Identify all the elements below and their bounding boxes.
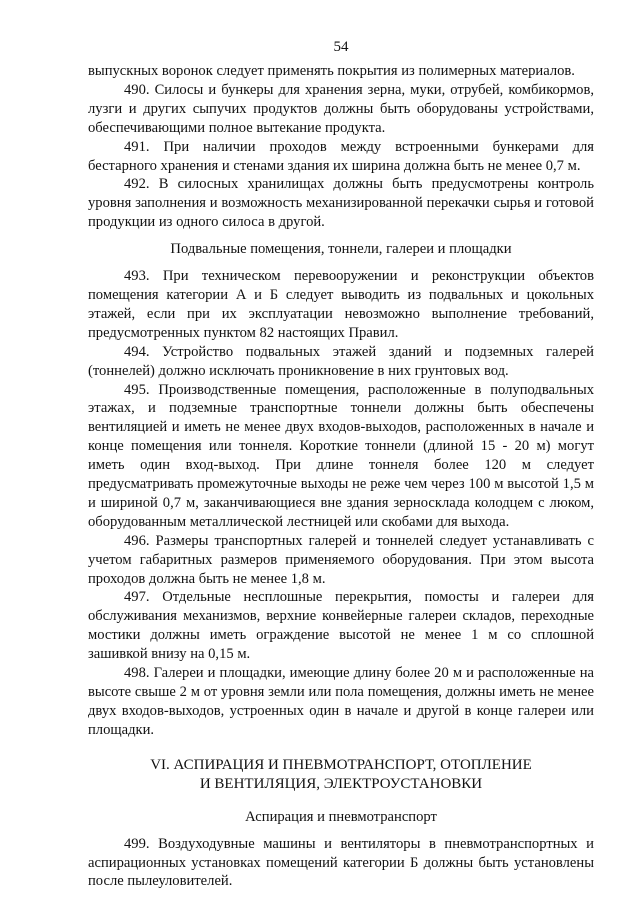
page-content bbox=[88, 62, 594, 891]
section-heading-vi bbox=[88, 756, 594, 794]
paragraph-496: 496. Размеры транспортных галерей и тоннелей следует устанавливать с учетом габаритных размеров применяемого оборудования. При этом высота проходов должна быть не менее 1,8 м. bbox=[88, 532, 594, 587]
subheading-basements: Подвальные помещения, тоннели, галереи и площадки bbox=[170, 241, 512, 258]
subheading-aspiration: Аспирация и пневмотранспорт bbox=[245, 808, 437, 825]
paragraph-494: 494. Устройство подвальных этажей зданий и подземных галерей (тоннелей) должно исключать проникновение в них грунтовых вод. bbox=[88, 343, 594, 379]
page-number: 54 bbox=[333, 39, 349, 55]
paragraph-continuation: выпускных воронок следует применять покрытия из полимерных материалов. bbox=[88, 63, 575, 79]
paragraph-491: 491. При наличии проходов между встроенными бункерами для бестарного хранения и стенами здания их ширина должна быть не менее 0,7 м. bbox=[88, 138, 594, 174]
paragraph-495: 495. Производственные помещения, расположенные в полуподвальных этажах, и подземные транспортные тоннели должны быть обеспечены вентиляцией и иметь не менее двух входов-выходов, расположенных в начале и конце помещения или тоннеля. Короткие тоннели (длиной 15 - 20 м) могут иметь один вход-выход. При длине тоннеля более 120 м следует предусматривать промежуточные выходы не реже чем через 100 м высотой 1,5 м и шириной 0,7 м, заканчивающиеся вне здания зерносклада колодцем с люком, оборудованным металлической лестницей или скобами для выхода. bbox=[88, 381, 594, 530]
paragraph-498: 498. Галереи и площадки, имеющие длину более 20 м и расположенные на высоте свыше 2 м от уровня земли или пола помещения, должны иметь не менее двух входов-выходов, устроенных один в начале и другой в конце галереи или площадки. bbox=[88, 665, 594, 738]
paragraph-499: 499. Воздуходувные машины и вентиляторы в пневмотранспортных и аспирационных установках помещений категории Б должны быть установлены после пылеуловителей. bbox=[88, 835, 594, 890]
section-heading-line-1: VI. АСПИРАЦИЯ И ПНЕВМОТРАНСПОРТ, ОТОПЛЕНИЕ bbox=[150, 756, 532, 773]
section-heading-line-2: И ВЕНТИЛЯЦИЯ, ЭЛЕКТРОУСТАНОВКИ bbox=[199, 775, 483, 792]
paragraph-490: 490. Силосы и бункеры для хранения зерна, муки, отрубей, комбикормов, лузги и других сыпучих продуктов должны быть оборудованы устройствами, обеспечивающими полное вытекание продукта. bbox=[88, 81, 594, 136]
paragraph-492: 492. В силосных хранилищах должны быть предусмотрены контроль уровня заполнения и возможность механизированной перекачки сырья и готовой продукции из одного силоса в другой. bbox=[88, 176, 594, 231]
paragraph-497: 497. Отдельные несплошные перекрытия, помосты и галереи для обслуживания механизмов, верхние конвейерные галереи складов, переходные мостики должны иметь ограждение высотой не менее 1 м со сплошной зашивкой внизу на 0,15 м. bbox=[88, 589, 594, 663]
paragraph-493: 493. При техническом перевооружении и реконструкции объектов помещения категории А и Б следует выводить из подвальных и цокольных этажей, если при их эксплуатации невозможно выполнение требований, предусмотренных пунктом 82 настоящих Правил. bbox=[88, 268, 594, 341]
